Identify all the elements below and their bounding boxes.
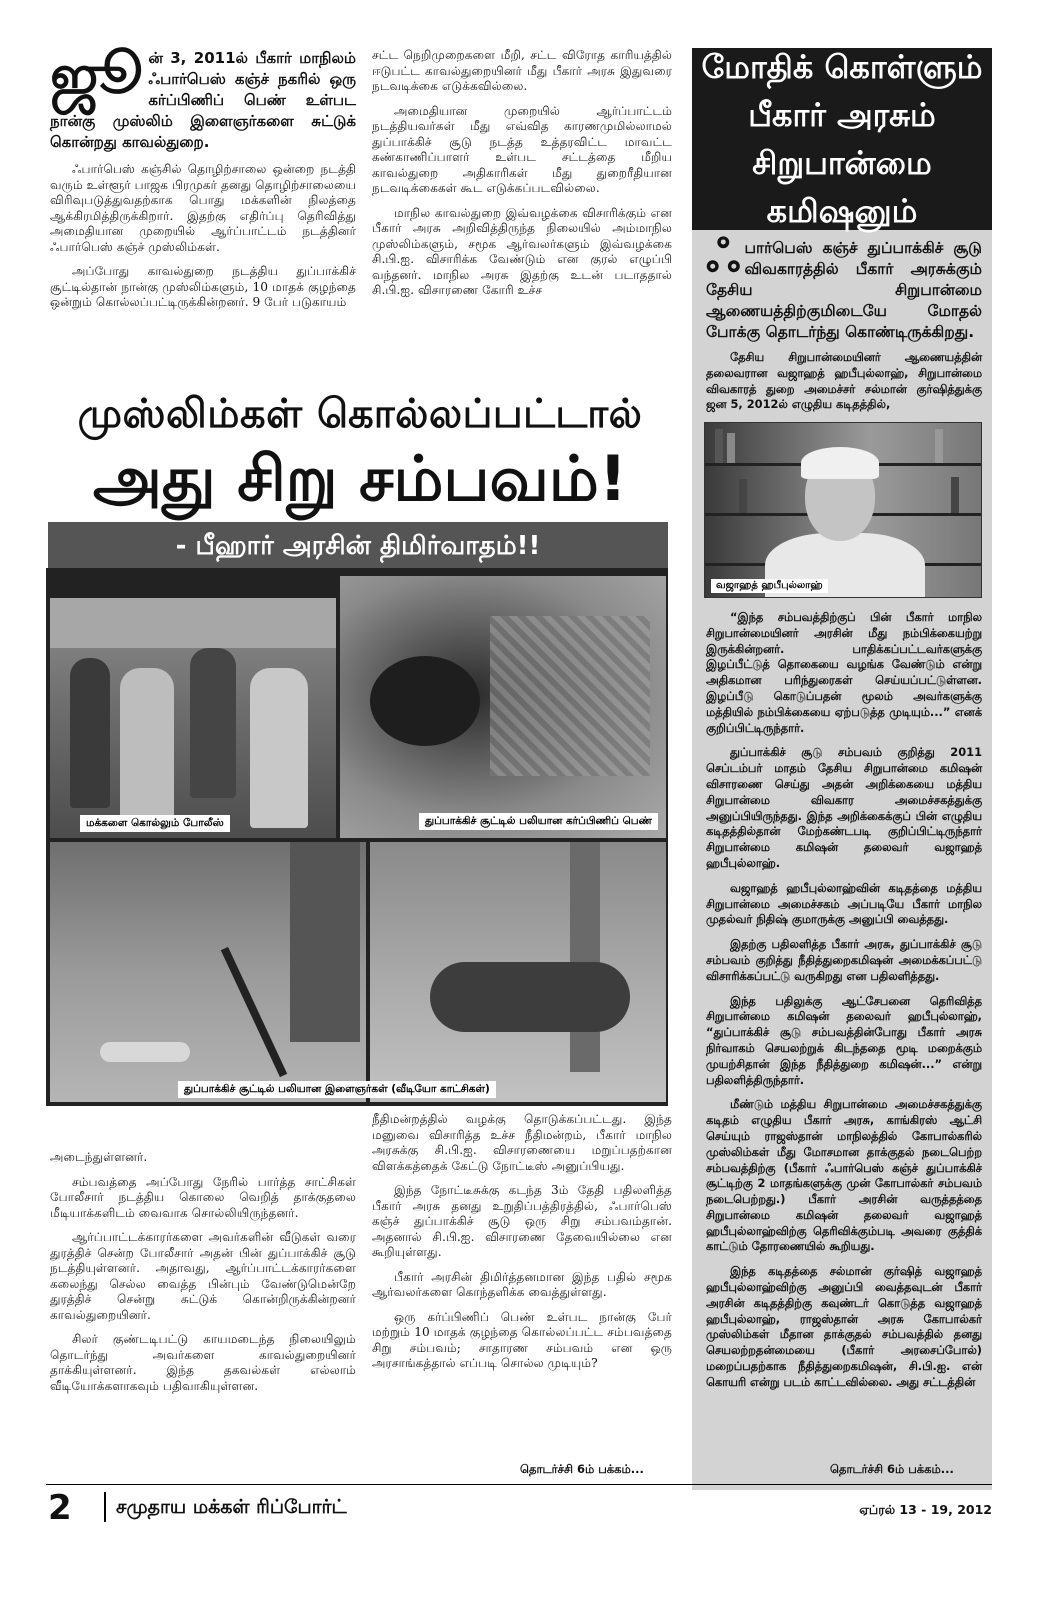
photo-collage xyxy=(46,568,668,1106)
article-paragraph: இந்த நோட்டீசுக்கு கடந்த 3ம் தேதி பதிலளித்த பீகார் அரசு தனது உறுதிப்பத்திரத்தில், ஃபார்பெஸ் கஞ்ச் துப்பாக்கிச் சூடு ஒரு சிறு சம்பவம்தான். அதனால் சி.பி.ஐ. விசாரணை தேவையில்லை என கூறியுள்ளது. xyxy=(372,1183,672,1259)
sidebar-intro: தேசிய சிறுபான்மையினர் ஆணையத்தின் தலைவரான வஜாஹத் ஹபீபுல்லாஹ், சிறுபான்மை விவகாரத் துறை அமைச்சர் சல்மான் குர்ஷித்துக்கு ஜன 5, 2012ல் எழுதிய கடிதத்தில், xyxy=(706,350,982,412)
article-lead: ஜூன் 3, 2011ல் பீகார் மாநிலம் ஃபார்பெஸ் கஞ்ச் நகரில் ஒரு கர்ப்பிணிப் பெண் உள்பட நான்கு முஸ்லிம் இளைஞர்களை சுட்டுக் கொன்றது காவல்துறை. xyxy=(50,41,356,151)
photo-caption-3: துப்பாக்கிச் சூட்டில் பலியான இளைஞர்கள் (வீடியோ காட்சிகள்) xyxy=(178,1081,496,1098)
sidebar-paragraph: மீண்டும் மத்திய சிறுபான்மை அமைச்சகத்துக்கு கடிதம் எழுதிய பீகார் அரசு, காங்கிரஸ் ஆட்சி செய்யும் ராஜஸ்தான் மாநிலத்தில் கோபால்கரில் முஸ்லிம்கள் மீது மோசமான தாக்குதல் நடைபெற்ற சம்பவத்திற்கு (பீகார் ஃபார்பெஸ் கஞ்ச் துப்பாக்கிச் சூட்டிற்கு 2 மாதங்களுக்கு முன் கோபால்கர் சம்பவம் நடைபெற்றது.) பீகார் அரசின் வருத்தத்தை சிறுபான்மை கமிஷன் தலைவர் வஜாஹத் ஹபீபுல்லாஹ்விற்கு தெரிவிக்கும்படி அவரை குத்திக் காட்டும் தோரணையில் கூறியது. xyxy=(706,1097,982,1254)
article-column-3 xyxy=(50,1150,356,1403)
article-paragraph: அப்போது காவல்துறை நடத்திய துப்பாக்கிச் சூட்டில்தான் நான்கு முஸ்லிம்களும், 10 மாதக் குழந்தை ஒன்றும் கொல்லப்பட்டிருக்கின்றனர். 9 பேர் படுகாயம் xyxy=(50,264,356,309)
sidebar-paragraph: துப்பாக்கிச் சூடு சம்பவம் குறித்து 2011 செப்டம்பர் மாதம் தேசிய சிறுபான்மை கமிஷன் விசாரணை செய்து அதன் அறிக்கையை மத்திய சிறுபான்மை விவகார அமைச்சகத்துக்கு அனுப்பியிருந்தது. இந்த அறிக்கைக்குப் பின் எழுதிய கடிதத்தில்தான் மேற்கண்டபடி குறிப்பிட்டிருந்தார் சிறுபான்மை கமிஷன் தலைவர் வஜாஹத் ஹபீபுல்லாஹ். xyxy=(706,745,982,870)
sidebar-dropcap: ஃ xyxy=(706,231,741,282)
sidebar-title-line: பீகார் அரசும் xyxy=(748,96,936,134)
article-column-2 xyxy=(372,48,672,308)
sidebar-paragraph: வஜாஹத் ஹபீபுல்லாஹ்வின் கடிதத்தை மத்திய சிறுபான்மை அமைச்சகம் அப்படியே பீகார் மாநில முதல்வர் நிதிஷ் குமாருக்கு அனுப்பி வைத்தது. xyxy=(706,880,982,927)
victims-video-photo-right xyxy=(370,842,666,1102)
issue-date: ஏப்ரல் 13 - 19, 2012 xyxy=(859,1502,992,1517)
police-photo xyxy=(50,598,336,838)
article-paragraph: மாநில காவல்துறை இவ்வழக்கை விசாரிக்கும் என பீகார் அரசு அறிவித்திருந்த நிலையில் அம்மாநில முஸ்லிம்களும், சமூக ஆர்வலர்களும் இவ்வழக்கை சி.பி.ஐ. விசாரிக்க வேண்டும் என குரல் எழுப்பி வந்தனர். மாநில அரசு இதற்கு உடன் படாததால் சி.பி.ஐ. விசாரணை கோரி உச்ச xyxy=(372,205,672,297)
continued-link[interactable]: தொடர்ச்சி 6ம் பக்கம்... xyxy=(520,1462,644,1476)
victim-woman-photo xyxy=(340,576,666,838)
article-paragraph: ஃபார்பெஸ் கஞ்சில் தொழிற்சாலை ஒன்றை நடத்தி வரும் உள்ளூர் பாஜக பிரமுகர் தனது தொழிற்சாலையை விரிவுபடுத்துவதற்காக பொது மக்களின் நிலத்தை ஆக்கிரமித்திருக்கிறார். இதற்கு எதிர்ப்பு தெரிவித்து அமைதியான முறையில் ஆர்ப்பாட்டம் நடத்தினர் ஃபார்பெஸ் கஞ்ச் முஸ்லிம்கள். xyxy=(50,162,356,254)
article-paragraph: அமைதியான முறையில் ஆர்ப்பாட்டம் நடத்தியவர்கள் மீது எவ்வித காரணமுமில்லாமல் துப்பாக்கிச் சூடு நடத்த உத்தரவிட்ட மாவட்ட கண்காணிப்பாளர் உள்பட சட்டத்தை மீறிய காவல்துறை அதிகாரிகள் மீது துறைரீதியான நடவடிக்கைகள் கூட எடுக்கப்படவில்லை. xyxy=(372,103,672,195)
sidebar-paragraph: இதற்கு பதிலளித்த பீகார் அரசு, துப்பாக்கிச் சூடு சம்பவம் குறித்து நீதித்துறைகமிஷன் அமைக்கப்பட்டு விசாரிக்கப்பட்டு வருகிறது என பதிலளித்தது. xyxy=(706,937,982,983)
photo-caption-1: மக்களை கொல்லும் போலீஸ் xyxy=(80,815,230,832)
headline-line-2: அது சிறு சம்பவம்! xyxy=(92,442,628,515)
footer-divider xyxy=(104,1492,106,1522)
sidebar-paragraph: “இந்த சம்பவத்திற்குப் பின் பீகார் மாநில சிறுபான்மையினர் அரசின் மீது நம்பிக்கையற்று இருக்கின்றனர். பாதிக்கப்பட்டவர்களுக்கு இழப்பீட்டுத் தொகையை வழங்க வேண்டும் என்று அதிகமான பரிந்துரைகள் செய்யப்பட்டுள்ளன. இழப்பீடு கொடுப்பதன் மூலம் அவர்களுக்கு மத்தியில் நம்பிக்கையை ஏற்படுத்த முடியும்...” எனக் குறிப்பிட்டிருந்தார். xyxy=(706,610,982,735)
article-paragraph: பீகார் அரசின் திமிர்த்தனமான இந்த பதில் சமூக ஆர்வலர்களை கொந்தளிக்க வைத்துள்ளது. xyxy=(372,1269,672,1299)
article-column-4 xyxy=(372,1112,672,1381)
article-paragraph: ஆர்ப்பாட்டக்காரர்களை அவர்களின் வீடுகள் வரை துரத்திச் சென்ற போலீசார் அதன் பின் துப்பாக்கிச் சூடு நடத்தியுள்ளனர். அதாவது, ஆர்ப்பாட்டக்காரர்களை கலைந்து செல்ல வைத்த பின்பும் வேண்டுமென்றே துரத்திச் சென்று சுட்டுக் கொன்றிருக்கின்றனர் காவல்துறையினர். xyxy=(50,1230,356,1322)
portrait-caption: வஜாஹத் ஹபீபுல்லாஹ் xyxy=(711,579,828,593)
publication-name: சமுதாய மக்கள் ரிப்போர்ட் xyxy=(116,1496,347,1518)
sidebar-continued-link[interactable]: தொடர்ச்சி 6ம் பக்கம்... xyxy=(830,1462,954,1476)
article-paragraph: ஒரு கர்ப்பிணிப் பெண் உள்பட நான்கு பேர் மற்றும் 10 மாதக் குழந்தை கொல்லப்பட்ட சம்பவத்தை சிறு சம்பவம்; சாதாரண சம்பவம் என ஒரு அரசாங்கத்தால் எப்படி சொல்ல முடியும்? xyxy=(372,1309,672,1370)
article-paragraph: சிலர் குண்டடிபட்டு காயமடைந்த நிலையிலும் தொடர்ந்து அவர்களை காவல்துறையினர் தாக்கியுள்ளனர். இந்த தகவல்கள் எல்லாம் வீடியோக்களாகவும் பதிவாகியுள்ளன. xyxy=(50,1332,356,1393)
page-number: 2 xyxy=(48,1488,72,1528)
article-paragraph: சம்பவத்தை அப்போது நேரில் பார்த்த சாட்சிகள் போலீசார் நடத்திய கொலை வெறித் தாக்குதலை மீடியாக்களிடம் வைவாக சொல்லியிருந்தனர். xyxy=(50,1174,356,1220)
article-paragraph: சட்ட நெறிமுறைகளை மீறி, சட்ட விரோத காரியத்தில் ஈடுபட்ட காவல்துறையினர் மீது பீகார் அரசு இதுவரை நடவடிக்கை எடுக்கவில்லை. xyxy=(372,48,672,93)
article-column-1 xyxy=(50,41,356,320)
subheadline-banner: - பீஹார் அரசின் திமிர்வாதம்!! xyxy=(48,522,668,570)
article-paragraph: அடைந்துள்ளனர். xyxy=(50,1150,148,1164)
headline-line-1: முஸ்லிம்கள் கொல்லப்பட்டால் xyxy=(77,391,643,437)
portrait-photo xyxy=(704,422,982,598)
article-paragraph: நீதிமன்றத்தில் வழக்கு தொடுக்கப்பட்டது. இந்த மனுவை விசாரித்த உச்ச நீதிமன்றம், பீகார் மாநில அரசுக்கு சி.பி.ஐ. விசாரணையை மறுப்பதற்கான விளக்கத்தைக் கேட்டு நோட்டீஸ் அனுப்பியது. xyxy=(372,1112,672,1173)
victims-video-photo-left xyxy=(50,842,366,1102)
sidebar-title xyxy=(692,48,992,230)
sidebar-paragraph: இந்த கடிதத்தை சல்மான் குர்ஷித் வஜாஹத் ஹபீபுல்லாஹ்விற்கு அனுப்பி வைத்தவுடன் பீகார் அரசின் கடிதத்திற்கு கவுண்டர் கொடுத்த வஜாஹத் ஹபீபுல்லாஹ், ராஜஸ்தான் அரசு கோபால்கர் முஸ்லிம்கள் மீதான தாக்குதல் சம்பவத்தில் தனது செயலற்றதன்மையை (பீகார் அரசைப்போல்) மறைப்பதற்காக நீதித்துறைகமிஷன், சி.பி.ஐ. என் கொயரி என்று படம் காட்டவில்லை. அது சட்டத்தின் xyxy=(706,1264,982,1389)
footer-rule xyxy=(46,1484,992,1485)
sidebar-paragraph: இந்த பதிலுக்கு ஆட்சேபனை தெரிவித்த சிறுபான்மை கமிஷன் தலைவர் ஹபீபுல்லாஹ், “துப்பாக்கிச் சூடு சம்பவத்தின்போது பீகார் அரசு நிர்வாகம் செயலற்றுக் கிடந்ததை மூடி மறைக்கும் முயற்சிதான் இந்த நீதித்துறை கமிஷன்...” என்று பதிலளித்திருந்தார். xyxy=(706,993,982,1087)
sidebar-title-line: மோதிக் கொள்ளும் xyxy=(701,48,983,86)
photo-caption-2: துப்பாக்கிச் சூட்டில் பலியான கர்ப்பிணிப் பெண் xyxy=(419,813,658,830)
lead-dropcap: ஜூ xyxy=(50,41,143,109)
sidebar-title-line: சிறுபான்மை கமிஷனும் xyxy=(752,144,932,230)
sidebar-body xyxy=(706,610,982,1400)
sidebar-lead: ஃபார்பெஸ் கஞ்ச் துப்பாக்கிச் சூடு விவகாரத்தில் பீகார் அரசுக்கும் தேசிய சிறுபான்மை ஆணையத்திற்குமிடையே மோதல் போக்கு தொடர்ந்து கொண்டிருக்கிறது. xyxy=(706,231,982,341)
